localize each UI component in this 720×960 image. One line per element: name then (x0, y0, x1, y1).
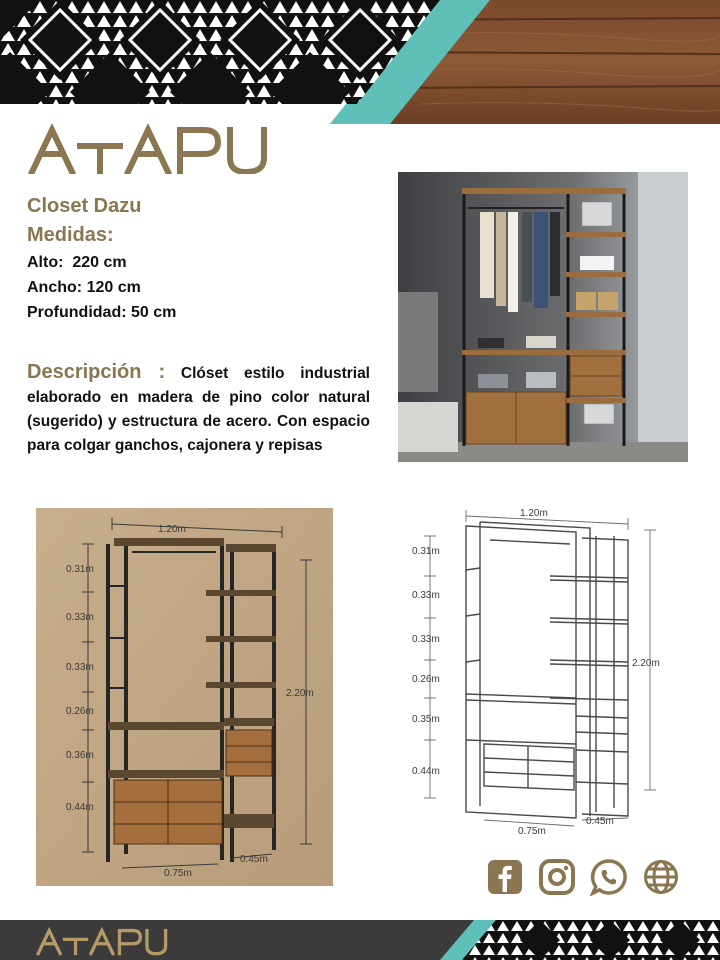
brand-logo (28, 124, 272, 174)
measures-title: Medidas: (27, 224, 114, 246)
description-label: Descripción : (27, 361, 166, 383)
gap-label: 0.35m (412, 714, 440, 725)
gap-label: 0.33m (66, 662, 94, 673)
gap-label: 0.26m (412, 674, 440, 685)
product-name: Closet Dazu (27, 195, 142, 217)
product-info (27, 192, 367, 325)
gap-label: 0.33m (66, 612, 94, 623)
height-label: 2.20m (286, 688, 314, 699)
dimension-diagram-technical (400, 500, 700, 840)
gap-label: 0.31m (66, 564, 94, 575)
whatsapp-icon[interactable] (590, 858, 628, 896)
measure-value: 220 cm (72, 254, 127, 271)
bottom-left-label: 0.75m (164, 868, 192, 879)
gap-label: 0.26m (66, 706, 94, 717)
gap-label: 0.33m (412, 634, 440, 645)
brand-logo-footer (36, 926, 170, 956)
social-links (486, 858, 682, 898)
measure-label: Profundidad: (27, 304, 127, 321)
globe-icon[interactable] (642, 858, 680, 896)
measure-label: Alto: (27, 254, 64, 271)
description-text: Clóset estilo industrial elaborado en madera de pino color natural (sugerido) y estructura de acero. Con espacio para colgar ganchos, cajonera y repisas (27, 365, 370, 454)
width-label: 1.20m (158, 524, 186, 535)
gap-label: 0.44m (412, 766, 440, 777)
gap-label: 0.44m (66, 802, 94, 813)
measure-height (27, 250, 367, 275)
dimension-diagram-sketch (36, 508, 333, 886)
measure-value: 120 cm (86, 279, 141, 296)
product-description (27, 360, 370, 458)
facebook-icon[interactable] (486, 858, 524, 896)
footer-pattern (440, 920, 720, 960)
product-photo (398, 172, 688, 462)
width-label: 1.20m (520, 508, 548, 519)
measure-depth (27, 300, 367, 325)
bottom-left-label: 0.75m (518, 826, 546, 837)
instagram-icon[interactable] (538, 858, 576, 896)
height-label: 2.20m (632, 658, 660, 669)
tribal-pattern (0, 0, 440, 104)
gap-label: 0.31m (412, 546, 440, 557)
gap-label: 0.33m (412, 590, 440, 601)
measure-width (27, 275, 367, 300)
header-band (0, 0, 720, 124)
bottom-right-label: 0.45m (240, 854, 268, 865)
bottom-right-label: 0.45m (586, 816, 614, 827)
measure-value: 50 cm (131, 304, 177, 321)
gap-label: 0.36m (66, 750, 94, 761)
measure-label: Ancho: (27, 279, 83, 296)
